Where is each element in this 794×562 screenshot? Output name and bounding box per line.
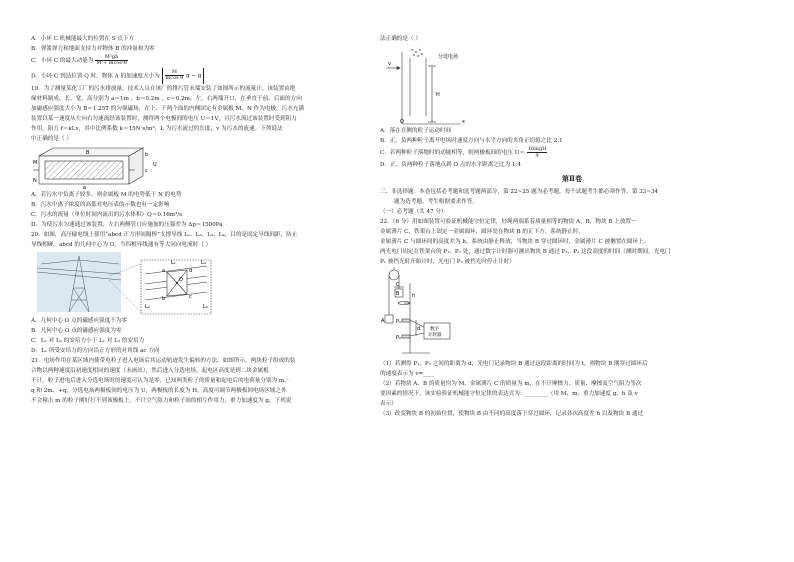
q21-continuation: 法正确的是（ ） [380,36,421,42]
section-intro: 三、非选择题：本卷包括必考题和选考题两部分，第 22~25 题为必考题，每个试题考生都必须作答。第 33~34 [380,189,659,195]
fraction-denominator: q [535,152,539,158]
label-P2: P₂ [396,335,402,341]
fraction-numerator: M [165,70,185,76]
label-C-sheet: C [396,282,400,288]
q18-option-b: B．弹簧弹力和地面支持力对物体 B 的冲量和为零 [31,46,155,52]
label-N: N [33,178,37,184]
q18-option-d-text: D．小环 C 到达位置 Q 时，物体 A 的加速度大小为 [31,73,160,80]
q19-line: 中正确的是（ ） [31,136,72,142]
q21-line: 合物以两种速度沿初速度相同的速度（未画出），然后进入分选电场，起电区高度是到二块金属板 [31,368,269,374]
label-timer-line1: 数字 [430,327,439,332]
label-d-corner: d [189,268,193,274]
q20-option-b: B．几何中心 O 点的磁感应强度为零 [31,328,122,334]
q22-part: （3）改变物块 B 的初始位置，使物块 B 由不同的高度落下穿过圆环，记录各次高度差 h 以及物块 B 通过 [380,411,644,417]
label-v: v [388,61,391,67]
fraction-numerator: 16mgH [527,146,547,152]
q19-option-b: B．污水中离子浓度的高低对电压表的示数也有一定影响 [31,202,170,208]
fraction-denominator: mcos θ [165,75,184,81]
label-a-corner: a [162,268,166,274]
label-P1: P₁ [396,319,402,325]
label-d: d [417,326,421,332]
q22-line: 22．（6 分）用如图装置可验证机械能守恒定律，轻绳两端系着质量相等的物块 A、B，物块 B 上放置一 [380,219,637,225]
q20-line: 导线相碰。abcd 的几何中心为 O，当四根导线通有等大同向电流时（ ） [31,242,212,248]
q19-option-d: D．为使污水匀速通过该装置，左右两侧管口应施加的压强差为 Δp＝1500Pa [31,222,223,228]
q22-line: P₁ 被挡光时开始计时，光电门 P₂ 被挡光时停止计时） [380,259,515,265]
q18-option-d-fraction [165,70,185,81]
label-O-center: O [179,277,183,283]
label-c-corner: c [189,294,192,300]
apparatus-figure [380,267,764,359]
q22-part: 要因素的情况下，该实验验证机械能守恒定律的表达式为：________（用 M、m、重力加速度 g、h 及 v [380,391,638,397]
q22-part: 表示） [380,401,397,407]
q22-part: 的速度表示为 v=____ [380,371,435,377]
label-L1: L₁ [171,260,176,266]
fraction-numerator: M²gh [95,55,128,61]
section-intro: 题为选考题，考生根据要求作答。 [394,199,478,205]
right-column [380,34,764,419]
q19-option-c: C．污水的流量（单位时间内流出的污水体积）Q＝0.16m³/s [31,212,183,218]
label-separation-field: 分选电场 [438,54,459,60]
q18-option-d [31,68,383,84]
q18-option-a: A．小环 C 机械能最大的位置在 S 点下方 [31,36,135,42]
label-O-origin: O [400,119,404,125]
q22-line: 金属薄片 C，铁架台上固定一金属圆环，圆环处在物块 B 的正下方。系统静止时， [380,229,584,235]
left-column [31,34,383,406]
q21-option-d: D．正、负两种粒子落地点到 O 点的水平距离之比为 1:4 [380,162,521,168]
q22-line: 金属薄片 C 与圆环间的高度差为 h。系统由静止释放，当物块 B 穿过圆环时，金属薄片 C 被搁置在圆环上。 [380,239,650,245]
label-h: h [412,293,416,299]
q20-line: 20．如图，高压输电线上使用“abcd 正方形间隔棒”支撑导线 L₁、L₂、L₃、L₄，目的是固定导线间距，防止 [31,232,298,238]
q19-line: 缘材料制成，长、宽、高分别为 a＝1m 、b＝0.2m 、c＝0.2m，左、右两端开口，在垂直于前、后面的方向 [31,96,302,102]
q21-option-c-text: C．若两种粒子落地时的动能相等，则两极板间的电压 U＝ [380,150,526,156]
q19-line: 19．为了测量某化工厂的污水排放量，技术人员在该厂的排污管末端安装了如图所示的流量计，该装置由绝 [31,86,296,92]
q19-line: 作用，阻力 f＝kLv，其中比例系数 k＝15N·s/m²，L 为污水流过的长度，v 为污水的流速。下列说法 [31,126,283,132]
q18-option-d-abs [162,68,205,84]
q21-line: 21．电场作用在某区域内使带电粒子进入电场后其运动轨迹发生偏转的方法，如图所示，两块粒子组成的装 [31,358,296,364]
flow-meter-diagram [31,144,171,190]
q18-option-c-text: C．小环 C 的最大动能为 [31,58,94,64]
tower-photo [37,252,121,312]
q21-option-c [380,146,764,160]
q18-option-d-tail: g − g [186,73,202,79]
q22-part: （2）若物块 A、B 的质量均为 M，金属薄片 C 的质量为 m，在不计摩擦力、质量、摩擦及空气阻力等次 [380,381,642,387]
apparatus-diagram [380,267,500,359]
q21-line: 不会撞击 m 的粒子刚好打不到该极板上，不计空气阻力和粒子间的相互作用力，重力加速度为 g，下列说 [31,398,292,404]
label-B-block: B [396,291,400,297]
q19-line: 装置以某一速度从左向右匀速流经该装置时，测得两个电极间的电压 U＝1V，且污水流过该装置时受到阻力 [31,116,297,122]
q20-option-d: D．L₁ 所受安培力的方向沿正方形的对角线 ac 方向 [31,348,160,354]
label-timer-line2: 计时器 [428,333,442,338]
q21-line: 不计，粒子进电后进入分选电场时的速度可认为是零，已知两类粒子的质量和起电后的电荷量分别为 m、· [31,378,289,384]
q18-option-c [31,54,383,68]
separation-figure [380,44,764,126]
label-c: c [145,168,148,174]
q21-option-b: B．正、负两种粒子离开电场时速度方向与水平方向的夹角正切值之比 2:1 [380,138,563,144]
q20-option-c: C．L₁ 对 L₂ 的安培力小于 L₁ 对 L₃ 的安培力 [31,338,145,344]
q22-line: 两光电门固定在铁架台的 P₁、P₂ 处，通过数字计时器可测出物块 B 通过 P₁、P₂ 这段高度的时间（测时期间，光电门 [380,249,671,255]
label-U: U [153,162,157,168]
fraction-denominator: M + mcos²θ [96,60,127,66]
section-title: 第Ⅱ卷 [562,174,582,183]
q22-part: （1）若测得 P₁、P₂ 之间的距离为 d，光电门记录物块 B 通过这段距离的时间为 t，则物块 B 刚穿过圆环后 [380,361,648,367]
required-header: （一）必考题（共 47 分） [380,209,447,215]
label-L4: L₄ [201,260,206,266]
label-a: a [83,185,87,190]
q21-line: q 和 2m、+q，分选电场两极板间的电压为 U，两极板的长度为 H，高度可调节两极板间电场区域之外 [31,388,287,394]
label-M: M [33,160,38,166]
power-line-diagram [31,250,231,316]
label-A: A [381,318,385,324]
q21-option-c-fraction [527,147,548,158]
label-b-corner: b [162,296,166,302]
q21-option-a: A．落在在侧的粒子运动时间 [380,128,452,134]
q19-line: 加磁感应强度大小为 B＝1.25T 的匀强磁场，在上、下两个面的内侧固定有金属板 M、N 作为电极，污水充满 [31,106,304,112]
label-B: B [86,150,90,156]
flow-meter-figure [31,144,383,190]
label-H: H [436,92,440,98]
label-L2: L₂ [145,304,150,310]
separation-diagram [380,44,500,126]
power-line-figure [31,250,383,316]
q18-option-c-fraction [95,55,128,66]
q20-option-a: A．几何中心 O 点的磁感应强度不为零 [31,318,128,324]
label-b: b [145,152,149,158]
q19-option-a: A．若污水中负离子较多，则金属板 M 的电势低于 N 的电势 [31,192,182,198]
label-x-axis: x [462,119,465,125]
label-L3: L₃ [203,304,208,310]
